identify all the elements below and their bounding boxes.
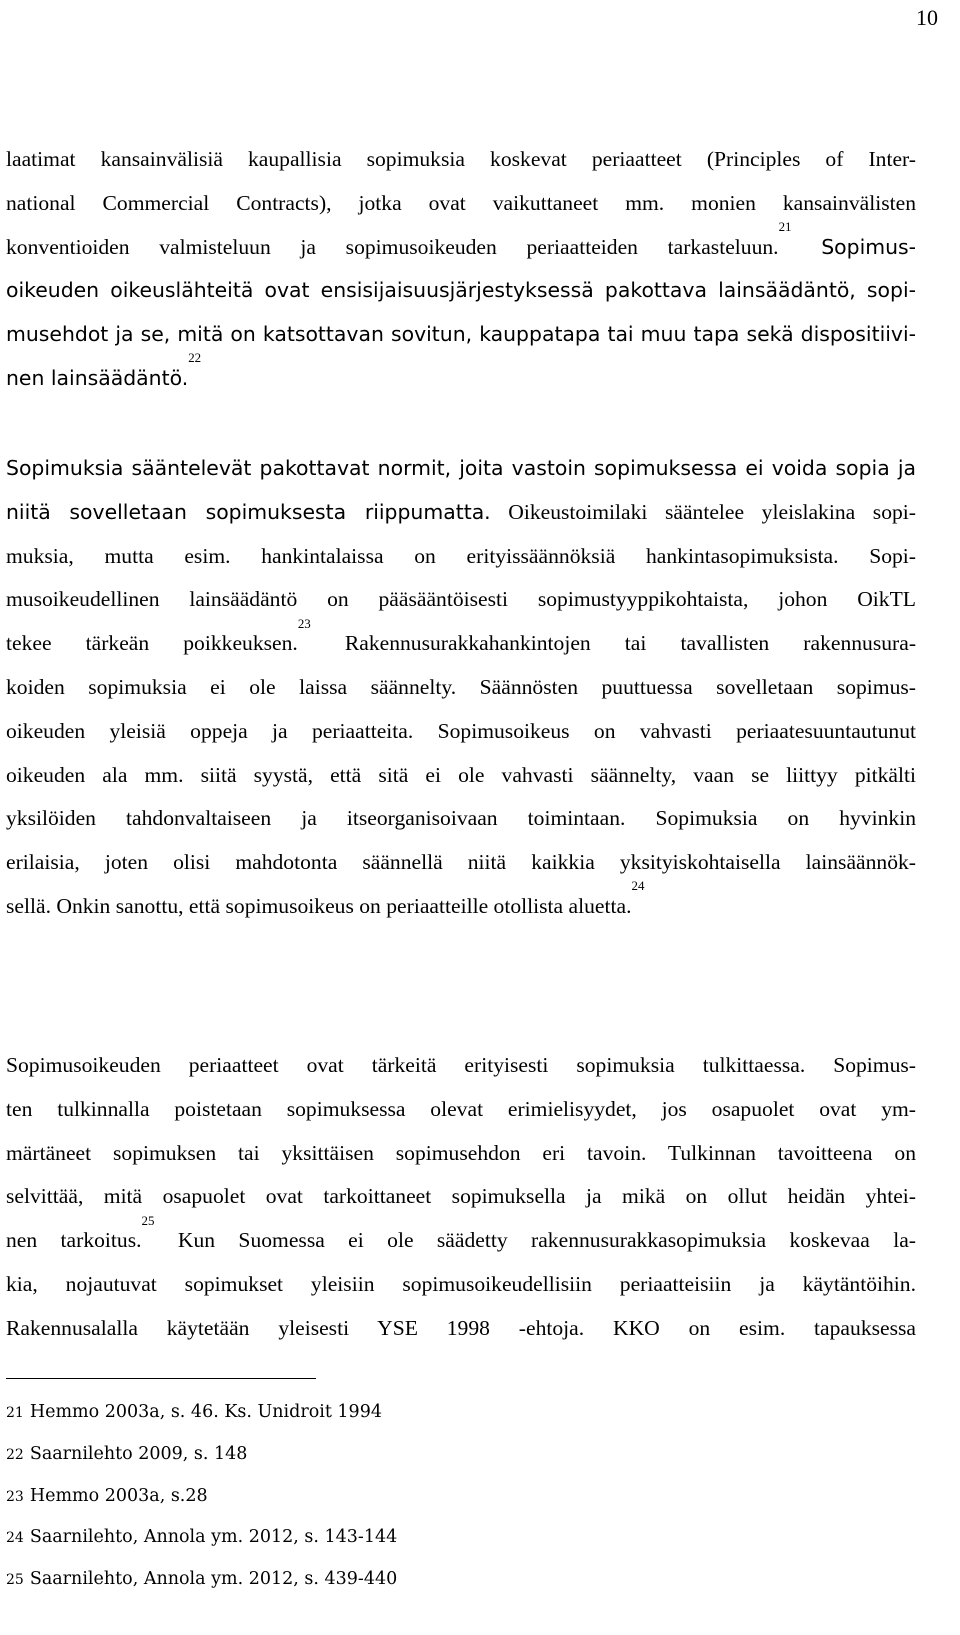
text-line: [6, 578, 916, 622]
footnote-reference: 22: [188, 350, 202, 366]
text-segment: musoikeudellinen lainsäädäntö on pääsääntöisesti sopimustyyppikohtaista, johon OikTL: [6, 587, 916, 612]
footnote: [6, 1559, 906, 1601]
text-line: [6, 491, 916, 535]
footnote-reference: 24: [631, 878, 645, 894]
footnote-text: Saarnilehto, Annola ym. 2012, s. 439-440: [29, 1569, 398, 1590]
text-segment: Sopimus-: [821, 234, 916, 259]
text-segment: oikeuden yleisiä oppeja ja periaatteita. Sopimusoikeus on vahvasti periaatesuuntautunut: [6, 718, 916, 743]
text-segment: tekee tärkeän poikkeuksen.: [6, 631, 298, 656]
text-segment: selvittää, mitä osapuolet ovat tarkoittaneet sopimuksella ja mikä on ollut heidän yhtei-: [6, 1184, 916, 1209]
text-segment: koiden sopimuksia ei ole laissa säännelty. Säännösten puuttuessa sovelletaan sopimus-: [6, 674, 916, 699]
text-line: [6, 313, 916, 357]
text-segment: erilaisia, joten olisi mahdotonta säännellä niitä kaikkia yksityiskohtaisella lainsäännök-: [6, 850, 916, 875]
text-segment: Rakennusalalla käytetään yleisesti YSE 1998 -ehtoja. KKO on esim. tapauksessa: [6, 1315, 916, 1340]
text-segment: laatimat kansainvälisiä kaupallisia sopimuksia koskevat periaatteet (Principles of Inter-: [6, 147, 916, 171]
footnote: [6, 1392, 906, 1434]
body-paragraph-2: [6, 447, 916, 929]
body-paragraph-3: [6, 1044, 916, 1351]
text-segment: Oikeustoimilaki sääntelee yleislakina sopi-: [490, 499, 916, 524]
text-line: [6, 841, 916, 885]
footnote-number: 25: [6, 1572, 24, 1589]
text-segment: kia, nojautuvat sopimukset yleisiin sopimusoikeudellisiin periaatteisiin ja käytäntöihin.: [6, 1271, 916, 1296]
text-line: [6, 269, 916, 313]
text-line: [6, 535, 916, 579]
footnote-number: 23: [6, 1488, 24, 1505]
footnote: [6, 1476, 906, 1518]
text-line: [6, 1212, 916, 1263]
text-segment: Sopimuksia sääntelevät pakottavat normit, joita vastoin sopimuksessa ei voida sopia ja: [6, 456, 916, 480]
text-line: [6, 1044, 916, 1088]
text-segment: nen lainsäädäntö.: [6, 365, 189, 390]
text-line: [6, 219, 916, 270]
footnote-text: Hemmo 2003a, s. 46. Ks. Unidroit 1994: [29, 1402, 382, 1422]
text-line: [6, 710, 916, 754]
text-line: [6, 1263, 916, 1307]
text-segment: Sopimusoikeuden periaatteet ovat tärkeitä erityisesti sopimuksia tulkittaessa. Sopimus-: [6, 1053, 916, 1077]
text-segment: nen tarkoitus.: [6, 1228, 142, 1253]
text-segment: muksia, mutta esim. hankintalaissa on erityissäännöksiä hankintasopimuksista. Sopi-: [6, 543, 916, 568]
footnote-text: Saarnilehto 2009, s. 148: [29, 1443, 248, 1464]
text-line: [6, 1132, 916, 1176]
text-segment: oikeuden oikeuslähteitä ovat ensisijaisuusjärjestyksessä pakottava lainsäädäntö, sopi-: [6, 278, 916, 303]
text-line: [6, 350, 916, 401]
footnote-number: 21: [6, 1405, 24, 1421]
text-segment: Kun Suomessa ei ole säädetty rakennusurakkasopimuksia koskevaa la-: [154, 1228, 916, 1253]
text-line: [6, 1088, 916, 1132]
text-line: [6, 797, 916, 841]
body-paragraph-1: [6, 138, 916, 401]
text-segment: märtäneet sopimuksen tai yksittäisen sopimusehdon eri tavoin. Tulkinnan tavoitteena on: [6, 1140, 916, 1165]
footnote: [6, 1434, 906, 1476]
text-line: [6, 447, 916, 491]
text-segment: [792, 235, 822, 259]
page-number: 10: [916, 5, 938, 30]
text-segment: yksilöiden tahdonvaltaiseen ja itseorganisoivaan toimintaan. Sopimuksia on hyvinkin: [6, 806, 916, 831]
text-line: [6, 666, 916, 710]
footnote-text: Hemmo 2003a, s.28: [29, 1485, 208, 1506]
text-segment: national Commercial Contracts), jotka ovat vaikuttaneet mm. monien kansainvälisten: [6, 190, 916, 215]
text-segment: sellä. Onkin sanottu, että sopimusoikeus on periaatteille otollista aluetta.: [6, 893, 632, 918]
footnote: [6, 1517, 906, 1559]
text-line: [6, 754, 916, 798]
footnote-number: 24: [6, 1530, 24, 1547]
text-line: [6, 138, 916, 182]
footnote-separator: [6, 1378, 316, 1379]
text-line: [6, 878, 916, 929]
text-segment: niitä sovelletaan sopimuksesta riippumatta.: [6, 499, 491, 524]
text-segment: konventioiden valmisteluun ja sopimusoikeuden periaatteiden tarkasteluun.: [6, 234, 779, 259]
text-segment: ten tulkinnalla poistetaan sopimuksessa olevat erimielisyydet, jos osapuolet ovat ym-: [6, 1096, 916, 1121]
text-segment: musehdot ja se, mitä on katsottavan sovitun, kauppatapa tai muu tapa sekä dispositiivi-: [6, 322, 916, 347]
footnote-reference: 23: [297, 615, 311, 631]
footnote-number: 22: [6, 1446, 24, 1463]
footnote-reference: 25: [141, 1212, 155, 1228]
footnotes: [6, 1392, 906, 1601]
footnote-reference: 21: [778, 219, 792, 235]
text-line: [6, 615, 917, 666]
text-segment: Rakennusurakkahankintojen tai tavallisten rakennusura-: [310, 631, 917, 656]
text-line: [6, 1307, 916, 1351]
text-segment: oikeuden ala mm. siitä syystä, että sitä ei ole vahvasti säännelty, vaan se liittyy pitkälti: [6, 762, 916, 787]
footnote-text: Saarnilehto, Annola ym. 2012, s. 143-144: [29, 1527, 398, 1548]
